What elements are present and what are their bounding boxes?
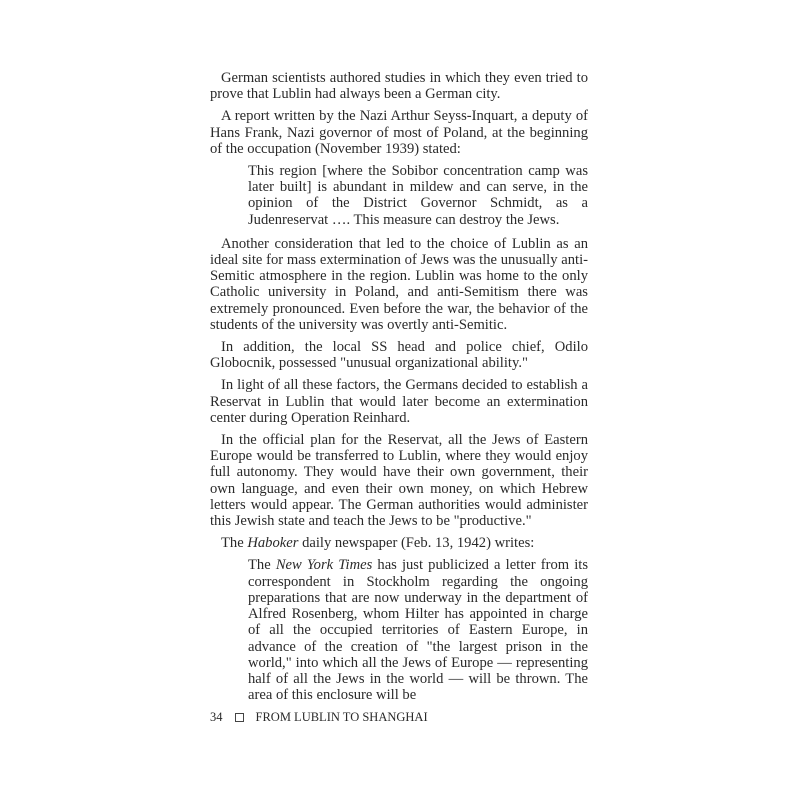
paragraph: In the official plan for the Reservat, all the Jews of Eastern Europe would be transferred to Lublin, where they would enjoy full autonomy. They would have their own government, their own language, and even their own money, on which Hebrew letters would appear. The German authorities would administer this Jewish state and teach the Jews to be "productive." (210, 432, 588, 530)
running-title: FROM LUBLIN TO SHANGHAI (255, 710, 428, 724)
paragraph: A report written by the Nazi Arthur Seyss-Inquart, a deputy of Hans Frank, Nazi governor of most of Poland, at the beginning of the occupation (November 1939) stated: (210, 108, 588, 157)
text: has just publicized a letter from its correspondent in Stockholm regarding the ongoing preparations that are now underway in the department of Alfred Rosenberg, whom Hilter has appointed in charge of all the occupied territories of Eastern Europe, in advance of the creation of "the largest prison in the world," into which all the Jews of Europe — representing half of all the Jews in the world — will be thrown. The area of this enclosure will be (248, 557, 588, 704)
text: The (221, 535, 248, 552)
square-ornament-icon (235, 713, 244, 722)
paragraph: In light of all these factors, the Germans decided to establish a Reservat in Lublin that would later become an extermination center during Operation Reinhard. (210, 377, 588, 426)
page-body (210, 70, 588, 711)
block-quote (248, 557, 588, 703)
paragraph: Another consideration that led to the choice of Lublin as an ideal site for mass extermination of Jews was the unusually anti-Semitic atmosphere in the region. Lublin was home to the only Catholic university in Poland, and anti-Semitism there was extremely pronounced. Even before the war, the behavior of the students of the university was overtly anti-Semitic. (210, 235, 588, 333)
block-quote: This region [where the Sobibor concentration camp was later built] is abundant in mildew and can serve, in the opinion of the District Governor Schmidt, as a Judenreservat …. This measure can destroy the Jews. (248, 163, 588, 228)
paragraph: German scientists authored studies in which they even tried to prove that Lublin had always been a German city. (210, 70, 588, 103)
page-footer (210, 710, 428, 725)
paragraph-haboker (210, 535, 588, 551)
text: The (248, 557, 276, 574)
paragraph: In addition, the local SS head and police chief, Odilo Globocnik, possessed "unusual organizational ability." (210, 339, 588, 372)
newspaper-title: New York Times (275, 557, 373, 574)
text: daily newspaper (Feb. 13, 1942) writes: (298, 535, 535, 552)
newspaper-title: Haboker (247, 535, 299, 552)
page-number: 34 (210, 710, 223, 724)
